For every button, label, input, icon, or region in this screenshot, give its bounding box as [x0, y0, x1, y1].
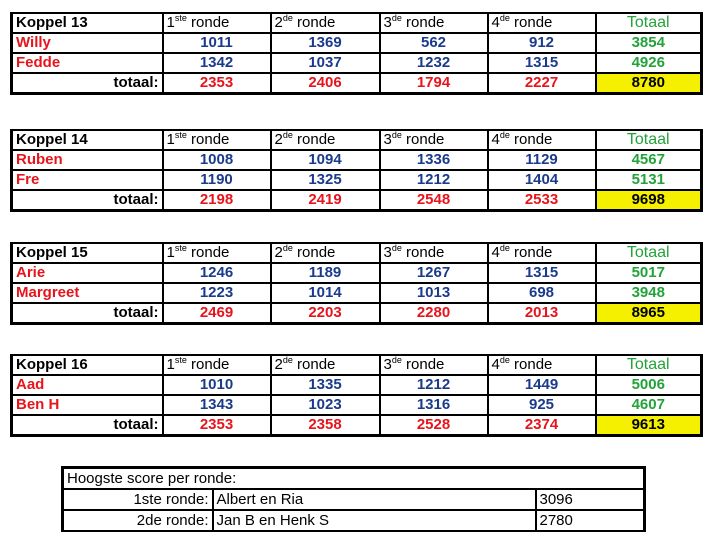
round-score: 1014: [271, 283, 380, 303]
grand-total: 9613: [596, 415, 702, 436]
round-score: 1013: [380, 283, 488, 303]
round-suffix: ste: [174, 13, 187, 23]
round-label: ronde: [297, 14, 336, 31]
player-total: 3948: [596, 283, 702, 303]
round-label: ronde: [406, 14, 445, 31]
round-score: 1315: [488, 53, 596, 73]
highscore-round-label: 1ste ronde:: [63, 489, 213, 510]
sum-row: [12, 190, 702, 211]
round-score: 1232: [380, 53, 488, 73]
round-sum: 2280: [380, 303, 488, 324]
round-label: ronde: [297, 244, 336, 261]
header-row: [12, 13, 702, 33]
sum-row: [12, 73, 702, 94]
round-number: 1: [166, 131, 175, 148]
round-suffix: de: [391, 243, 402, 253]
round-number: 2: [274, 244, 283, 261]
total-header: Totaal: [596, 130, 702, 150]
round-label: ronde: [406, 244, 445, 261]
player-name: Aad: [12, 375, 163, 395]
round-header: [380, 243, 488, 263]
grand-total: 8780: [596, 73, 702, 94]
round-number: 3: [383, 356, 392, 373]
round-score: 1011: [163, 33, 271, 53]
total-header: Totaal: [596, 355, 702, 375]
player-name: Ruben: [12, 150, 163, 170]
player-row: [12, 150, 702, 170]
round-header: [488, 243, 596, 263]
round-label: ronde: [406, 131, 445, 148]
highscore-row: [63, 489, 645, 510]
round-label: ronde: [191, 244, 230, 261]
round-number: 1: [166, 14, 175, 31]
player-row: [12, 395, 702, 415]
round-sum: 2374: [488, 415, 596, 436]
round-sum: 2419: [271, 190, 380, 211]
round-number: 2: [274, 14, 283, 31]
grand-total: 8965: [596, 303, 702, 324]
round-header: [380, 355, 488, 375]
highscore-pair: Albert en Ria: [213, 489, 536, 510]
round-header: [488, 13, 596, 33]
round-suffix: ste: [174, 243, 187, 253]
round-sum: 2353: [163, 73, 271, 94]
round-suffix: ste: [174, 355, 187, 365]
round-score: 1404: [488, 170, 596, 190]
highscore-title: Hoogste score per ronde:: [63, 468, 645, 490]
round-score: 562: [380, 33, 488, 53]
round-suffix: de: [499, 355, 510, 365]
round-sum: 2548: [380, 190, 488, 211]
round-suffix: de: [391, 355, 402, 365]
round-header: [488, 355, 596, 375]
player-name: Willy: [12, 33, 163, 53]
round-label: ronde: [191, 131, 230, 148]
round-sum: 2227: [488, 73, 596, 94]
round-score: 1343: [163, 395, 271, 415]
round-label: ronde: [297, 131, 336, 148]
player-total: 5006: [596, 375, 702, 395]
round-sum: 2358: [271, 415, 380, 436]
round-sum: 1794: [380, 73, 488, 94]
round-label: ronde: [514, 131, 553, 148]
koppel-table: [10, 129, 703, 212]
round-number: 2: [274, 356, 283, 373]
sum-row: [12, 303, 702, 324]
header-row: [12, 130, 702, 150]
round-header: [271, 355, 380, 375]
round-score: 1246: [163, 263, 271, 283]
koppel-table: [10, 242, 703, 325]
round-number: 4: [491, 356, 500, 373]
round-sum: 2528: [380, 415, 488, 436]
player-total: 4567: [596, 150, 702, 170]
round-score: 1316: [380, 395, 488, 415]
round-number: 1: [166, 356, 175, 373]
round-header: [488, 130, 596, 150]
round-suffix: de: [282, 243, 293, 253]
highscore-row: [63, 510, 645, 531]
player-total: 5017: [596, 263, 702, 283]
round-label: ronde: [297, 356, 336, 373]
highscore-round-label: 2de ronde:: [63, 510, 213, 531]
player-name: Ben H: [12, 395, 163, 415]
round-score: 1369: [271, 33, 380, 53]
round-score: 1336: [380, 150, 488, 170]
round-score: 1212: [380, 170, 488, 190]
round-header: [271, 13, 380, 33]
round-header: [271, 243, 380, 263]
round-suffix: de: [499, 13, 510, 23]
round-number: 4: [491, 244, 500, 261]
player-row: [12, 283, 702, 303]
grand-total: 9698: [596, 190, 702, 211]
header-row: [12, 243, 702, 263]
round-number: 2: [274, 131, 283, 148]
koppel-title: Koppel 13: [12, 13, 163, 33]
round-suffix: de: [499, 130, 510, 140]
round-score: 1335: [271, 375, 380, 395]
round-score: 912: [488, 33, 596, 53]
round-sum: 2013: [488, 303, 596, 324]
total-header: Totaal: [596, 243, 702, 263]
round-score: 1094: [271, 150, 380, 170]
koppel-table: [10, 354, 703, 437]
round-number: 4: [491, 131, 500, 148]
round-suffix: de: [391, 130, 402, 140]
totaal-label: totaal:: [12, 73, 163, 94]
player-name: Arie: [12, 263, 163, 283]
round-label: ronde: [514, 244, 553, 261]
player-total: 4926: [596, 53, 702, 73]
player-name: Fre: [12, 170, 163, 190]
round-label: ronde: [191, 356, 230, 373]
player-row: [12, 33, 702, 53]
round-header: [380, 130, 488, 150]
player-total: 5131: [596, 170, 702, 190]
round-score: 1037: [271, 53, 380, 73]
round-suffix: ste: [174, 130, 187, 140]
round-header: [163, 243, 271, 263]
round-number: 3: [383, 131, 392, 148]
round-sum: 2353: [163, 415, 271, 436]
round-suffix: de: [499, 243, 510, 253]
totaal-label: totaal:: [12, 303, 163, 324]
round-score: 1023: [271, 395, 380, 415]
round-label: ronde: [406, 356, 445, 373]
highscore-pair: Jan B en Henk S: [213, 510, 536, 531]
round-score: 1189: [271, 263, 380, 283]
total-header: Totaal: [596, 13, 702, 33]
sum-row: [12, 415, 702, 436]
totaal-label: totaal:: [12, 190, 163, 211]
round-suffix: de: [391, 13, 402, 23]
round-number: 3: [383, 14, 392, 31]
round-score: 925: [488, 395, 596, 415]
round-number: 1: [166, 244, 175, 261]
player-total: 4607: [596, 395, 702, 415]
player-row: [12, 375, 702, 395]
koppel-title: Koppel 16: [12, 355, 163, 375]
round-header: [380, 13, 488, 33]
koppel-title: Koppel 14: [12, 130, 163, 150]
round-score: 1223: [163, 283, 271, 303]
round-score: 1008: [163, 150, 271, 170]
round-suffix: de: [282, 355, 293, 365]
header-row: [12, 355, 702, 375]
player-name: Margreet: [12, 283, 163, 303]
round-score: 1129: [488, 150, 596, 170]
round-sum: 2469: [163, 303, 271, 324]
player-row: [12, 53, 702, 73]
round-header: [163, 13, 271, 33]
round-score: 1010: [163, 375, 271, 395]
round-sum: 2203: [271, 303, 380, 324]
player-name: Fedde: [12, 53, 163, 73]
round-header: [163, 130, 271, 150]
round-label: ronde: [191, 14, 230, 31]
round-number: 4: [491, 14, 500, 31]
round-sum: 2198: [163, 190, 271, 211]
totaal-label: totaal:: [12, 415, 163, 436]
highscore-table: [61, 466, 646, 532]
round-score: 698: [488, 283, 596, 303]
player-row: [12, 263, 702, 283]
highscore-score: 3096: [536, 489, 645, 510]
round-score: 1315: [488, 263, 596, 283]
player-total: 3854: [596, 33, 702, 53]
round-number: 3: [383, 244, 392, 261]
round-score: 1342: [163, 53, 271, 73]
koppel-table: [10, 12, 703, 95]
highscore-score: 2780: [536, 510, 645, 531]
round-sum: 2533: [488, 190, 596, 211]
koppel-title: Koppel 15: [12, 243, 163, 263]
round-sum: 2406: [271, 73, 380, 94]
player-row: [12, 170, 702, 190]
round-label: ronde: [514, 14, 553, 31]
round-label: ronde: [514, 356, 553, 373]
round-score: 1212: [380, 375, 488, 395]
round-score: 1325: [271, 170, 380, 190]
round-header: [163, 355, 271, 375]
round-score: 1267: [380, 263, 488, 283]
round-suffix: de: [282, 13, 293, 23]
round-header: [271, 130, 380, 150]
round-suffix: de: [282, 130, 293, 140]
round-score: 1190: [163, 170, 271, 190]
round-score: 1449: [488, 375, 596, 395]
